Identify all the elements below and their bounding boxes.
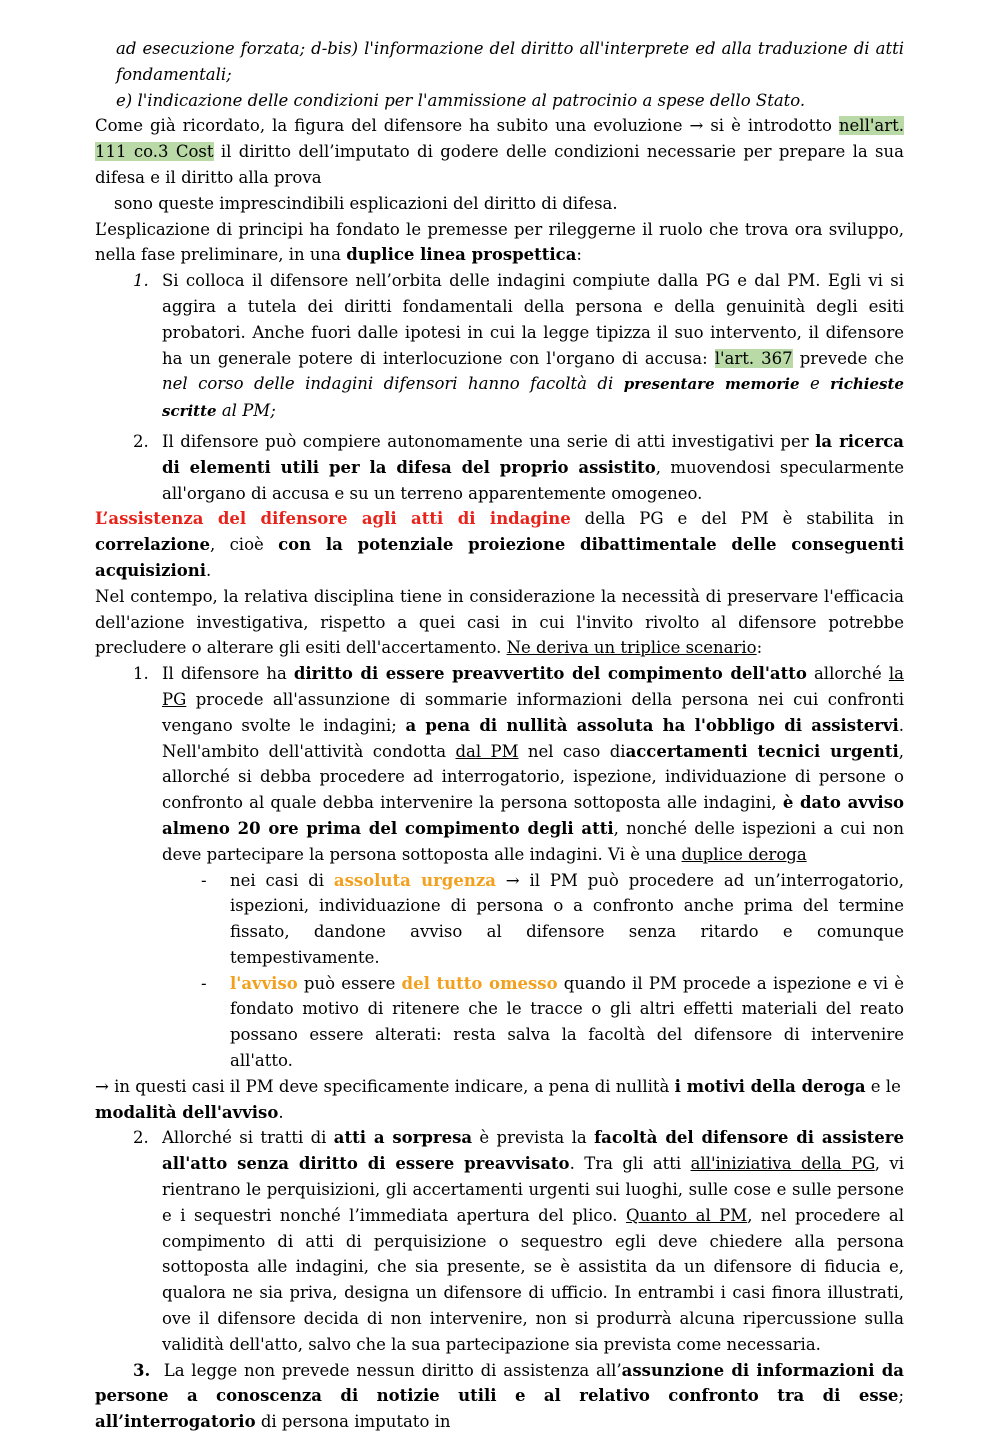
dash-marker: -	[201, 870, 207, 890]
paragraph-assistenza: L’assistenza del difensore agli atti di indagine della PG e del PM è stabilita in correlazione, cioè con la potenziale proiezione dibattimentale delle conseguenti acquisizioni.	[95, 509, 905, 580]
paragraph-esplicazioni: sono queste imprescindibili esplicazioni del diritto di difesa.	[114, 193, 618, 213]
list-item: 2. Il difensore può compiere autonomamente una serie di atti investigativi per la ricerca di elementi utili per la difesa del proprio assistito, muovendosi specularmente all'organo di accusa e su un terreno apparentemente omogeneo.	[95, 429, 904, 506]
list-item-3: 3. La legge non prevede nessun diritto di assistenza all’assunzione di informazioni da persone a conoscenza di notizie utili e al relativo confronto tra di esse; all’interrogatorio di persona imputato in	[95, 1360, 904, 1432]
list-item: 1. Si colloca il difensore nell’orbita delle indagini compiute dalla PG e dal PM. Egli vi si aggira a tutela dei diritti fondamentali della persona e della genuinità degli esiti probatori. Anche fuori dalle ipotesi in cui la legge tipizza il suo intervento, il difensore ha un generale potere di interlocuzione con l'organo di accusa: l'art. 367 prevede che nel corso delle indagini difensori hanno facoltà di presentare memorie e richieste scritte al PM;	[95, 268, 904, 425]
sub-list-item: - l'avviso può essere del tutto omesso quando il PM procede a ispezione e vi è fondato motivo di ritenere che le tracce o gli altri effetti materiali del reato possano essere alterati: resta salva la facoltà del difensore di intervenire all'atto.	[95, 971, 904, 1074]
paragraph-contempo: Nel contempo, la relativa disciplina tiene in considerazione la necessità di preservare l'efficacia dell'azione investigativa, rispetto a quei casi in cui l'invito rivolto al difensore potrebbe precludere o alterare gli esiti dell'accertamento. Ne deriva un triplice scenario:	[95, 586, 904, 658]
list-number: 3.	[133, 1360, 151, 1380]
red-heading-text: L’assistenza del difensore agli atti di indagine	[95, 509, 571, 529]
list-item: 2. Allorché si tratti di atti a sorpresa è prevista la facoltà del difensore di assistere all'atto senza diritto di essere preavvisato. Tra gli atti all'iniziativa della PG, vi rientrano le perquisizioni, gli accertamenti urgenti sui luoghi, sulle cose e sulle persone e i sequestri nonché l’immediata apertura del plico. Quanto al PM, nel procedere al compimento di atti di perquisizione o sequestro egli deve chiedere alla persona sottoposta alle indagini, che sia presente, se è assistita da un difensore di fiducia e, qualora ne sia priva, designa un difensore di ufficio. In entrambi i casi finora illustrati, ove il difensore decida di non intervenire, non si produrrà alcuna ripercussione sulla validità dell'atto, salvo che la sua partecipazione sia prevista come necessaria.	[95, 1125, 904, 1357]
list-number: 2.	[133, 1128, 149, 1148]
list-number: 2.	[133, 431, 149, 451]
paragraph-esplicazione-principi: L’esplicazione di principi ha fondato le premesse per rileggerne il ruolo che trova ora sviluppo, nella fase preliminare, in una duplice linea prospettica:	[95, 219, 904, 265]
list-number: 1.	[133, 271, 149, 291]
intro-line-2: e) l'indicazione delle condizioni per l'ammissione al patrocinio a spese dello Stato.	[116, 90, 806, 110]
dash-marker: -	[201, 973, 207, 993]
paragraph-difensore-evoluzione: Come già ricordato, la figura del difensore ha subito una evoluzione → si è introdotto nell'art. 111 co.3 Cost il diritto dell’imputato di godere delle condizioni necessarie per prepare la sua difesa e il diritto alla prova	[95, 116, 904, 187]
list-number: 1.	[133, 664, 149, 684]
intro-line-1: ad esecuzione forzata; d-bis) l'informazione del diritto all'interprete ed alla traduzione di atti fondamentali;	[116, 39, 904, 84]
sub-list-item: - nei casi di assoluta urgenza → il PM può procedere ad un’interrogatorio, ispezioni, individuazione di persona o a confronto anche prima del termine fissato, dandone avviso al difensore senza ritardo e comunque tempestivamente.	[95, 868, 904, 971]
list-item: 1. Il difensore ha diritto di essere preavvertito del compimento dell'atto allorché la PG procede all'assunzione di sommarie informazioni della persona nei cui confronti vengano svolte le indagini; a pena di nullità assoluta ha l'obbligo di assistervi. Nell'ambito dell'attività condotta dal PM nel caso diaccertamenti tecnici urgenti, allorché si debba procedere ad interrogatorio, ispezione, individuazione di persone o confronto al quale debba intervenire la persona sottoposta alle indagini, è dato avviso almeno 20 ore prima del compimento degli atti, nonché delle ispezioni a cui non deve partecipare la persona sottoposta alle indagini. Vi è una duplice deroga	[95, 661, 904, 867]
highlight-art-367: l'art. 367	[714, 348, 793, 368]
paragraph-deroga-motivi: → in questi casi il PM deve specificamente indicare, a pena di nullità i motivi della deroga e le modalità dell'avviso.	[95, 1076, 901, 1122]
document-page	[95, 36, 904, 1435]
highlight-art-111: nell'art. 111 co.3 Cost	[95, 116, 904, 162]
